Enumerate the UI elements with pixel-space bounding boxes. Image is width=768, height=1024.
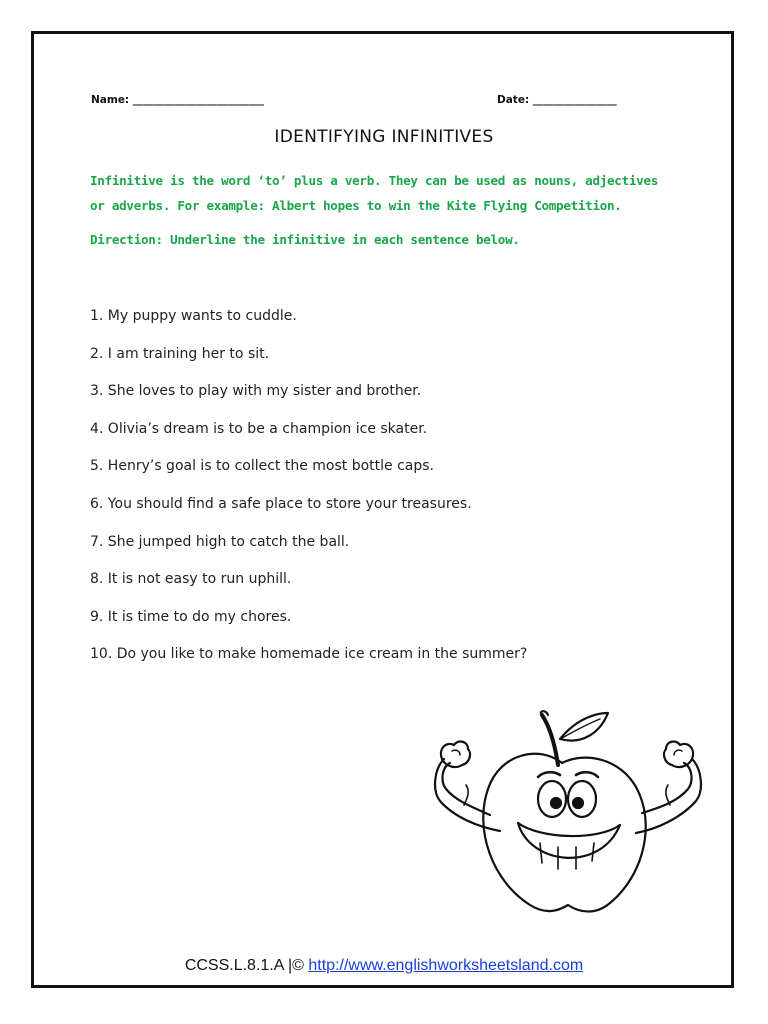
intro-line-1: Infinitive is the word ‘to’ plus a verb. They can be used as nouns, adjectives xyxy=(90,173,659,188)
question-list xyxy=(90,308,690,684)
name-field-label: Name: _________________________ xyxy=(91,94,265,106)
footer xyxy=(0,957,768,975)
question-item-8: 8. It is not easy to run uphill. xyxy=(90,571,292,588)
question-item-6: 6. You should find a safe place to store your treasures. xyxy=(90,495,472,512)
intro-line-2: or adverbs. For example: Albert hopes to win the Kite Flying Competition. xyxy=(90,198,622,213)
question-item-1: 1. My puppy wants to cuddle. xyxy=(90,308,297,324)
flexing-apple-icon xyxy=(430,705,710,945)
question-item-4: 4. Olivia’s dream is to be a champion ice skater. xyxy=(90,420,428,437)
question-item-2: 2. I am training her to sit. xyxy=(90,345,270,362)
worksheet-title: IDENTIFYING INFINITIVES xyxy=(274,127,494,147)
question-item-5: 5. Henry’s goal is to collect the most bottle caps. xyxy=(90,458,435,475)
direction-text: Direction: Underline the infinitive in each sentence below. xyxy=(90,232,520,247)
question-item-7: 7. She jumped high to catch the ball. xyxy=(90,533,350,550)
standard-code: CCSS.L.8.1.A |© xyxy=(184,957,304,974)
intro-text xyxy=(90,168,690,218)
date-field-label: Date: ________________ xyxy=(497,94,617,106)
question-item-3: 3. She loves to play with my sister and brother. xyxy=(90,383,422,400)
question-item-9: 9. It is time to do my chores. xyxy=(90,608,292,625)
website-link[interactable]: http://www.englishworksheetsland.com xyxy=(308,957,584,974)
question-item-10: 10. Do you like to make homemade ice cream in the summer? xyxy=(90,646,528,663)
